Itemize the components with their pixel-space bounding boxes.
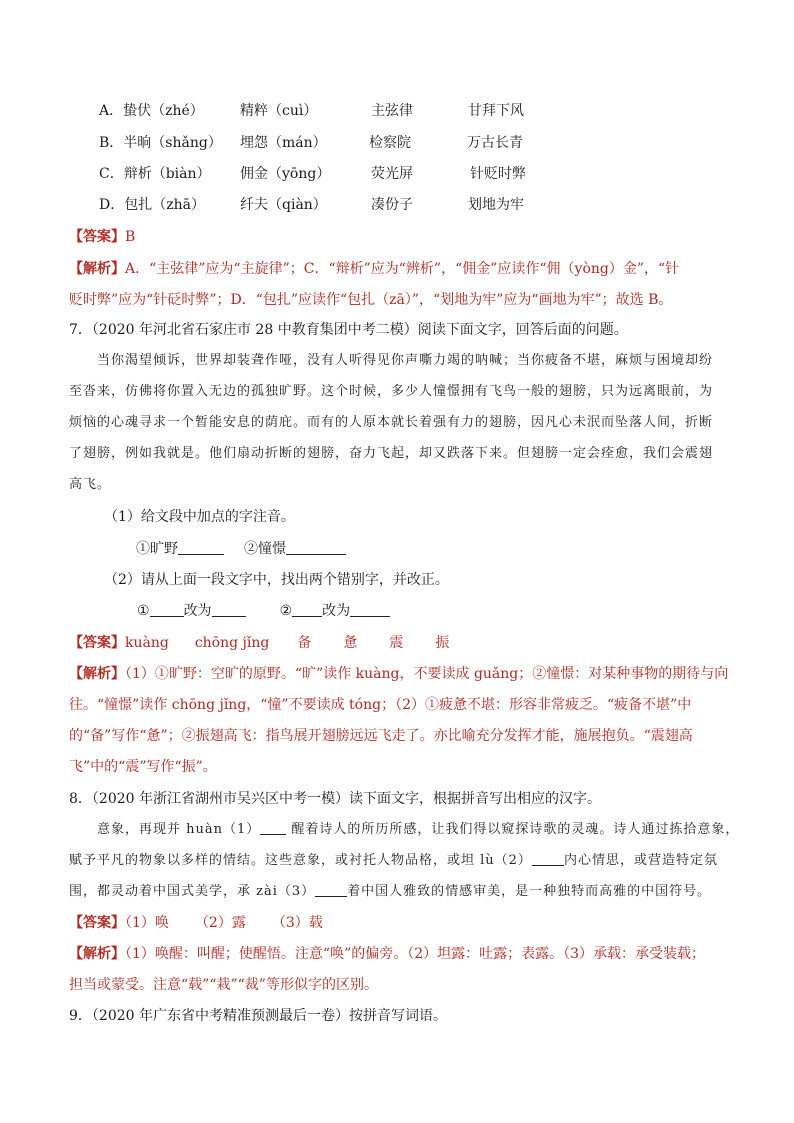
q8-passage-3b: 着中国人雅致的情感审美，是一种独特而高雅的中国符号。 — [347, 884, 712, 899]
answer-tag: 【答案】 — [69, 229, 125, 245]
q8-passage-1b: 醒着诗人的所历所感，让我们得以窥探诗歌的灵魂。诗人通过拣拾意象， — [291, 822, 740, 837]
option-b-c4: 万古长青 — [467, 135, 523, 151]
q8-answer-3: （3）载 — [271, 915, 323, 931]
q8-passage-line-2 — [69, 851, 718, 871]
q7-sub2-change-1: 改为 — [183, 603, 212, 619]
option-d-label: D．包扎（zhā） — [99, 197, 205, 213]
q6-explain-text-1: A．“主弦律”应为“主旋律”；C．“辩析”应为“辨析”，“佣金”应读作“佣（yòng）金”，“针 — [125, 261, 680, 277]
q8-passage-2a: 赋予平凡的物象以多样的情结。这些意象，或衬托人物品格，或坦 lù（2） — [69, 853, 532, 868]
explain-tag: 【解析】 — [69, 261, 125, 277]
option-a-c3: 主弦律 — [371, 103, 413, 119]
option-c-c2: 佣金（yōng） — [240, 166, 331, 182]
option-a-c4: 甘拜下风 — [468, 103, 524, 119]
q7-answer-5: 震 — [389, 635, 404, 651]
answer-blank[interactable] — [150, 602, 184, 617]
q8-answer-1: （1）唤 — [125, 915, 169, 931]
q7-answer-1: kuàng — [125, 635, 169, 651]
q8-passage-2b: 内心情思，或营造特定氛 — [563, 853, 718, 868]
answer-blank[interactable] — [260, 820, 286, 835]
q8-passage-line-1 — [97, 820, 739, 840]
q6-answer: B — [125, 229, 136, 245]
q7-sub2-change-2: 改为 — [322, 603, 351, 619]
q7-answer-2: chōng jǐng — [194, 635, 270, 651]
explain-tag: 【解析】 — [69, 946, 125, 962]
q7-passage-line-3: 烦恼的心魂寻求一个暂能安息的荫庇。而有的人原本就长着强有力的翅膀，因凡心未泯而坠落人间，折断 — [69, 415, 714, 430]
q7-sub1-item-1: ①旷野 — [136, 541, 178, 557]
option-b-c3: 检察院 — [369, 135, 411, 151]
q7-answer-row — [69, 633, 449, 653]
option-b-c2: 埋怨（mán） — [240, 135, 327, 151]
answer-blank[interactable] — [292, 602, 322, 617]
option-d-c4: 划地为牢 — [468, 197, 524, 213]
option-a-c2: 精粹（cuì） — [240, 103, 318, 119]
q8-explain-line-2: 担当或蒙受。注意“载”“栽”“裁”等形似字的区别。 — [69, 977, 378, 993]
q7-explain-line-1 — [69, 664, 728, 684]
q7-explain-line-4: 飞”中的“震”写作“振”。 — [69, 759, 217, 775]
answer-tag: 【答案】 — [69, 635, 125, 651]
q7-answer-4: 惫 — [343, 635, 358, 651]
q7-sub2-items — [137, 601, 390, 621]
q7-answer-6: 振 — [435, 635, 450, 651]
q8-answer-2: （2）露 — [194, 915, 246, 931]
q8-passage-3a: 围，都灵动着中国式美学，承 zài（3） — [69, 884, 316, 899]
option-c-c3: 荧光屏 — [371, 166, 413, 182]
option-b-label: B．半晌（shǎng） — [99, 135, 222, 151]
explain-tag: 【解析】 — [69, 666, 125, 682]
q7-sub1-item-2: ②憧憬 — [244, 541, 286, 557]
option-c-c4: 针贬时弊 — [470, 166, 526, 182]
q8-explain-text-1: （1）唤醒：叫醒；使醒悟。注意“唤”的偏旁。（2）坦露：吐露；表露。（3）承载：承受装载； — [125, 946, 706, 962]
option-c-label: C．辩析（biàn） — [99, 166, 211, 182]
option-d-c2: 纤夫（qiàn） — [240, 197, 327, 213]
q8-passage-line-3 — [69, 882, 711, 902]
q6-explain-line-2: 贬时弊”应为“针砭时弊”；D．“包扎”应读作“包扎（zā）”，“划地为牢”应为“画地为牢”；故选 B。 — [69, 292, 673, 308]
q8-passage-1a: 意象，再现并 huàn（1） — [97, 822, 261, 837]
q7-explain-line-3: 的“备”写作“惫”；②振翅高飞：指鸟展开翅膀远远飞走了。亦比喻充分发挥才能，施展抱负。“震翅高 — [69, 728, 693, 744]
answer-blank[interactable] — [286, 540, 346, 555]
q7-passage-line-5: 高飞。 — [69, 477, 112, 492]
q7-passage-line-4: 了翅膀，例如我就是。他们扇动折断的翅膀，奋力飞起，却又跌落下来。但翅膀一定会痊愈，我们会震翅 — [69, 446, 714, 461]
option-d-c3: 凑份子 — [371, 197, 413, 213]
q7-explain-text-1: （1）①旷野：空旷的原野。“旷”读作 kuàng，不要读成 guǎng；②憧憬：对某种事物的期待与向 — [125, 666, 729, 682]
q7-sub1: （1）给文段中加点的字注音。 — [104, 509, 295, 525]
q8-answer-row — [69, 913, 323, 933]
answer-blank[interactable] — [315, 882, 347, 897]
answer-tag: 【答案】 — [69, 915, 125, 931]
q6-explain-line-1 — [69, 259, 679, 279]
answer-blank[interactable] — [178, 540, 224, 555]
q8-explain-line-1 — [69, 944, 705, 964]
answer-blank[interactable] — [532, 851, 564, 866]
q7-sub1-items — [136, 539, 346, 559]
q7-title: 7．（2020 年河北省石家庄市 28 中教育集团中考二模）阅读下面文字，回答后面的问题。 — [69, 322, 628, 338]
q7-sub2-num-2: ② — [279, 603, 293, 619]
q9-title: 9．（2020 年广东省中考精准预测最后一卷）按拼音写词语。 — [69, 1008, 447, 1024]
option-a-label: A．蛰伏（zhé） — [99, 103, 204, 119]
q7-sub2: （2）请从上面一段文字中，找出两个错别字，并改正。 — [104, 572, 449, 588]
q8-title: 8．（2020 年浙江省湖州市吴兴区中考一模）读下面文字，根据拼音写出相应的汉字。 — [69, 791, 601, 807]
q7-sub2-num-1: ① — [137, 603, 150, 619]
q7-passage-line-1: 当你渴望倾诉，世界却装聋作哑，没有人听得见你声嘶力竭的呐喊；当你疲备不堪，麻烦与困境却纷 — [97, 353, 714, 368]
answer-blank[interactable] — [212, 602, 246, 617]
q7-passage-line-2: 至沓来，仿佛将你置入无边的孤独旷野。这个时候，多少人憧憬拥有飞鸟一般的翅膀，只为远离眼前，为 — [69, 384, 714, 399]
q6-answer-row — [69, 227, 135, 247]
q7-answer-3: 备 — [297, 635, 312, 651]
q7-explain-line-2: 往。“憧憬”读作 chōng jǐng，“憧”不要读成 tóng；（2）①疲惫不堪：形容非常疲乏。“疲备不堪”中 — [69, 697, 692, 713]
answer-blank[interactable] — [350, 602, 390, 617]
